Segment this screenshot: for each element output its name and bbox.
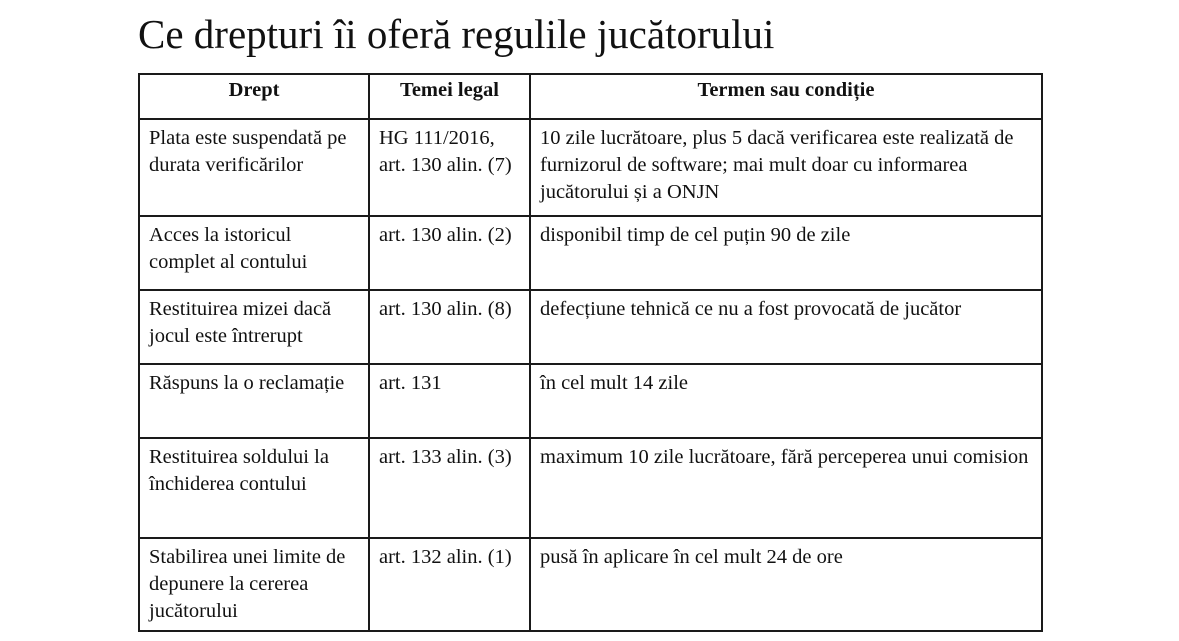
cell-termen: maximum 10 zile lucrătoare, fără perceperea unui comision [530, 438, 1042, 538]
cell-temei-legal: art. 133 alin. (3) [369, 438, 530, 538]
cell-drept: Restituirea mizei dacă jocul este întrerupt [139, 290, 369, 364]
cell-drept: Răspuns la o reclamație [139, 364, 369, 438]
cell-drept: Acces la istoricul complet al contului [139, 216, 369, 290]
column-header-drept: Drept [139, 74, 369, 119]
table-row [139, 119, 1042, 216]
cell-termen: disponibil timp de cel puțin 90 de zile [530, 216, 1042, 290]
table-row [139, 364, 1042, 438]
table-row [139, 438, 1042, 538]
table-row [139, 216, 1042, 290]
cell-drept: Stabilirea unei limite de depunere la cererea jucătorului [139, 538, 369, 631]
column-header-temei-legal: Temei legal [369, 74, 530, 119]
cell-temei-legal: art. 132 alin. (1) [369, 538, 530, 631]
cell-drept: Plata este suspendată pe durata verificărilor [139, 119, 369, 216]
table-header-row [139, 74, 1042, 119]
cell-termen: defecțiune tehnică ce nu a fost provocată de jucător [530, 290, 1042, 364]
cell-temei-legal: HG 111/2016, art. 130 alin. (7) [369, 119, 530, 216]
cell-termen: pusă în aplicare în cel mult 24 de ore [530, 538, 1042, 631]
column-header-termen: Termen sau condiție [530, 74, 1042, 119]
table-row [139, 538, 1042, 631]
cell-temei-legal: art. 130 alin. (8) [369, 290, 530, 364]
cell-termen: 10 zile lucrătoare, plus 5 dacă verificarea este realizată de furnizorul de software; mai mult doar cu informarea jucătorului și a ONJN [530, 119, 1042, 216]
rights-table [138, 73, 1043, 632]
cell-termen: în cel mult 14 zile [530, 364, 1042, 438]
page-title: Ce drepturi îi oferă regulile jucătorului [138, 11, 775, 57]
cell-drept: Restituirea soldului la închiderea contului [139, 438, 369, 538]
cell-temei-legal: art. 130 alin. (2) [369, 216, 530, 290]
table-row [139, 290, 1042, 364]
cell-temei-legal: art. 131 [369, 364, 530, 438]
